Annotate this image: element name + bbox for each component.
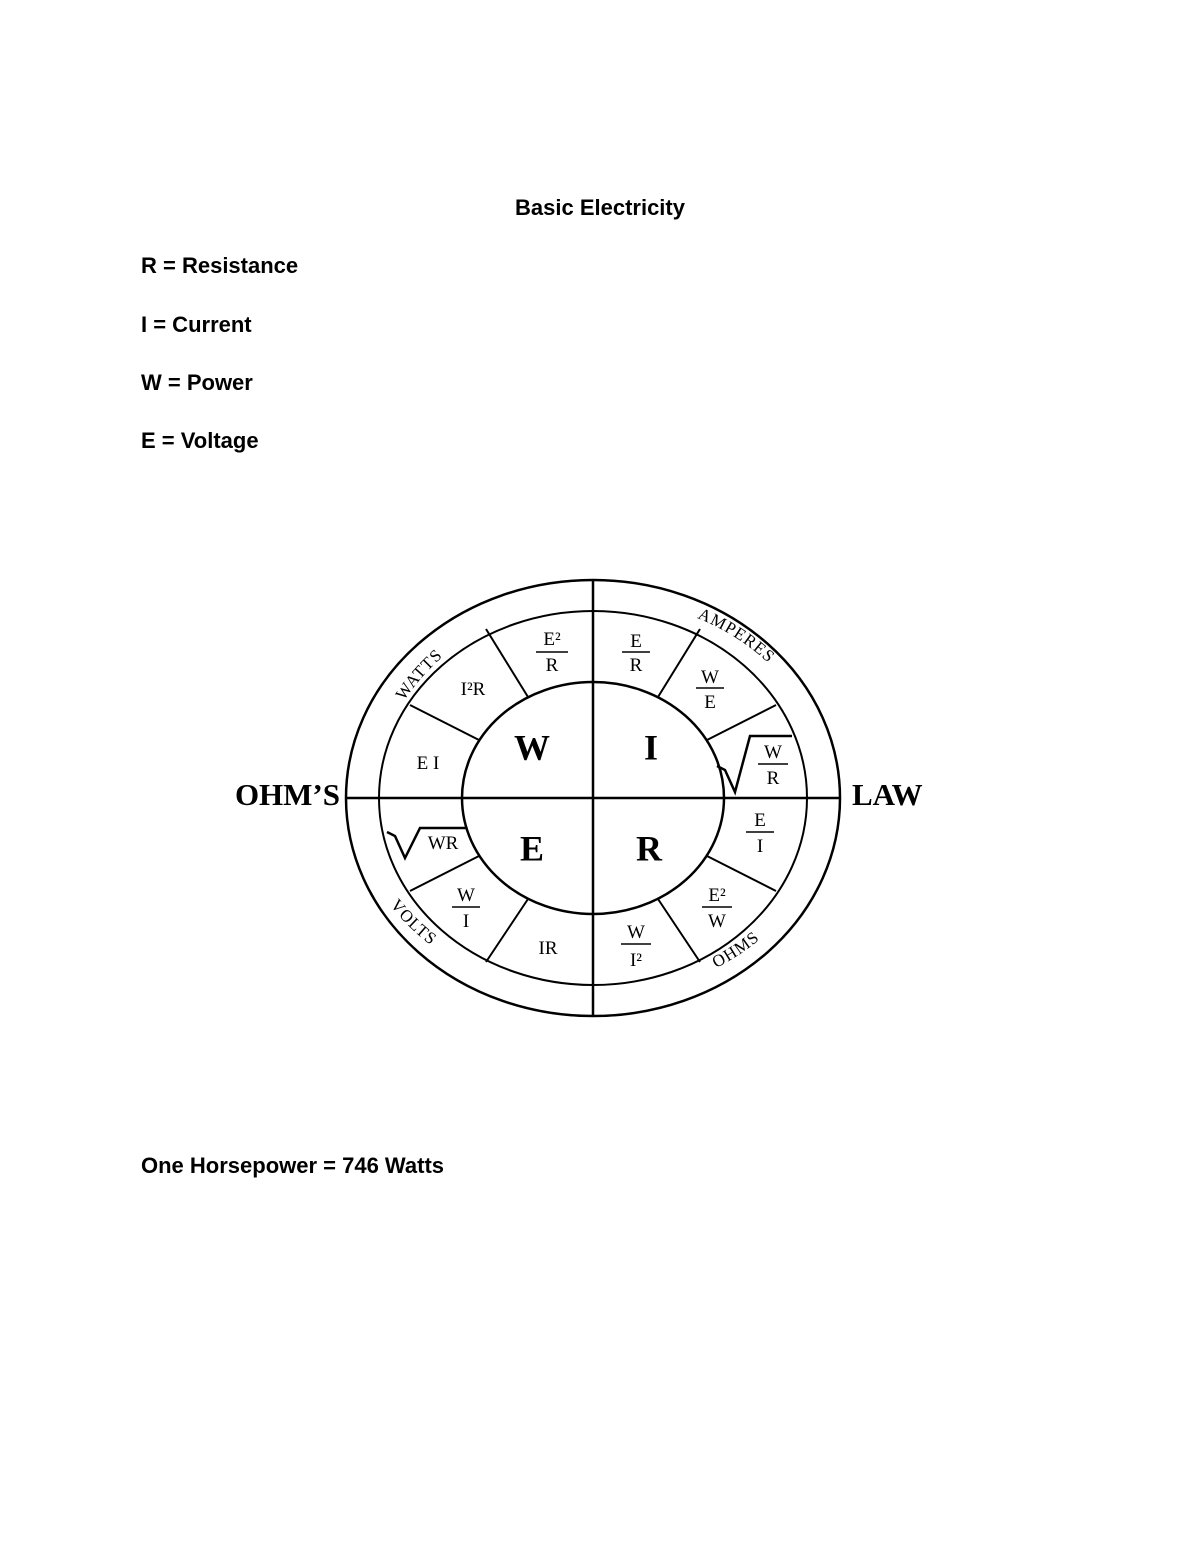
law-label: LAW: [852, 777, 923, 813]
formula-w-over-e: [696, 667, 724, 713]
arc-watts-label: WATTS: [391, 645, 447, 704]
formula-w-over-i: [452, 885, 480, 932]
svg-text:WR: WR: [427, 833, 459, 854]
definition-voltage: E = Voltage: [141, 428, 259, 453]
center-e: E: [519, 828, 545, 869]
arc-amperes-label: AMPERES: [695, 604, 779, 667]
svg-text:R: R: [545, 655, 559, 676]
ohms-law-wheel: [190, 570, 970, 1030]
formula-e2-over-w: [702, 885, 732, 932]
horsepower-note: One Horsepower = 746 Watts: [141, 1153, 445, 1178]
formula-e-over-r: [622, 631, 650, 676]
svg-text:R: R: [766, 768, 780, 789]
formula-ir: IR: [538, 938, 558, 959]
svg-text:E²: E²: [543, 629, 561, 650]
definition-power: W = Power: [141, 370, 253, 395]
svg-text:I: I: [462, 911, 470, 932]
svg-text:W: W: [627, 922, 645, 943]
center-w: W: [514, 727, 550, 768]
svg-text:W: W: [708, 911, 726, 932]
page-title: Basic Electricity: [515, 195, 685, 220]
svg-text:W: W: [764, 742, 782, 763]
arc-volts-label: VOLTS: [386, 895, 441, 949]
svg-text:I²: I²: [629, 950, 643, 971]
center-r: R: [636, 828, 662, 869]
svg-text:W: W: [457, 885, 475, 906]
formula-sqrt-w-over-r: [717, 736, 792, 792]
definition-current: I = Current: [141, 312, 252, 337]
ohms-label: OHM’S: [234, 777, 340, 813]
formula-e-over-i: [746, 810, 774, 857]
formula-ei: E I: [416, 753, 440, 774]
center-i: I: [643, 727, 659, 768]
svg-text:R: R: [629, 655, 643, 676]
definition-resistance: R = Resistance: [141, 253, 299, 278]
svg-text:W: W: [701, 667, 719, 688]
formula-e2-over-r: [536, 629, 568, 676]
formula-sqrt-wr: [387, 828, 466, 858]
svg-text:E: E: [754, 810, 766, 831]
formula-w-over-i2: [621, 922, 651, 971]
svg-text:E: E: [630, 631, 642, 652]
formula-i2r: I²R: [460, 679, 486, 700]
svg-text:I: I: [756, 836, 764, 857]
arc-ohms-label: OHMS: [708, 927, 763, 972]
svg-text:E: E: [704, 692, 716, 713]
ohms-law-wheel-graphic: [190, 570, 970, 1030]
svg-text:E²: E²: [708, 885, 726, 906]
